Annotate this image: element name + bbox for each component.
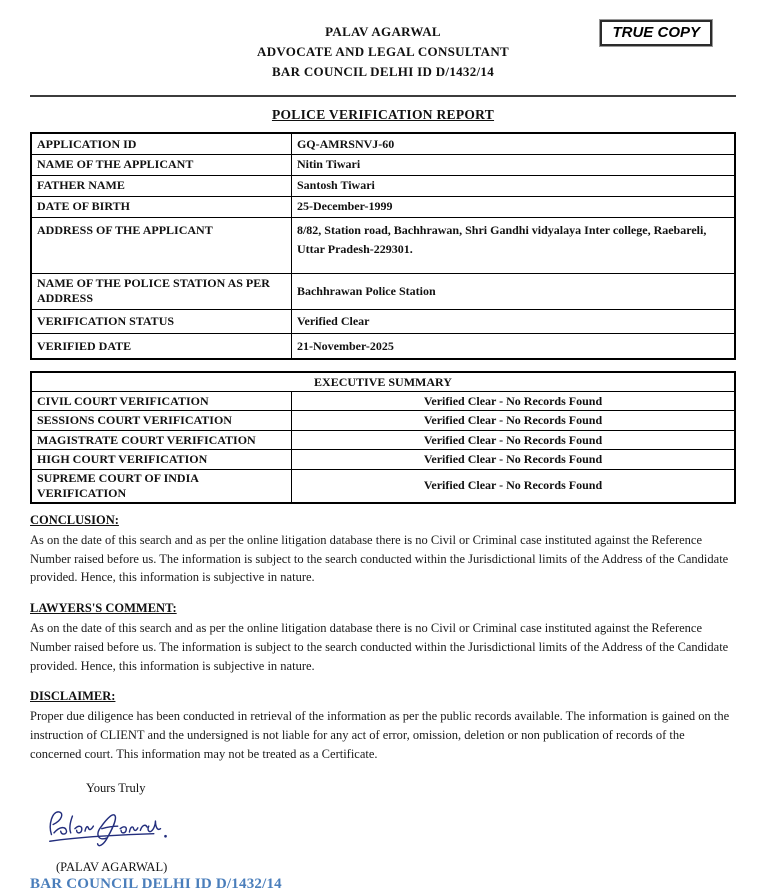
- signature-dot: [164, 835, 167, 838]
- bar-council-id-footer: BAR COUNCIL DELHI ID D/1432/14: [30, 875, 282, 892]
- detail-label: NAME OF THE APPLICANT: [31, 154, 291, 175]
- verification-result: Verified Clear - No Records Found: [291, 391, 735, 411]
- signature-stroke-first-name: [50, 812, 93, 835]
- table-header-row: [31, 372, 735, 391]
- signature-image: [36, 801, 186, 853]
- detail-label: VERIFIED DATE: [31, 333, 291, 359]
- executive-summary-table: [30, 371, 736, 504]
- detail-value: 25-December-1999: [291, 196, 735, 217]
- disclaimer-section: [30, 689, 736, 763]
- table-row: [31, 196, 735, 217]
- table-row: [31, 469, 735, 503]
- verification-label: MAGISTRATE COURT VERIFICATION: [31, 430, 291, 450]
- table-row: [31, 450, 735, 470]
- detail-value: Nitin Tiwari: [291, 154, 735, 175]
- table-row: [31, 391, 735, 411]
- closing-text: Yours Truly: [86, 780, 146, 795]
- conclusion-heading: CONCLUSION:: [30, 512, 119, 527]
- advocate-designation: ADVOCATE AND LEGAL CONSULTANT: [257, 44, 509, 60]
- table-row: [31, 309, 735, 333]
- table-row: [31, 273, 735, 309]
- verification-result: Verified Clear - No Records Found: [291, 469, 735, 503]
- page-title: POLICE VERIFICATION REPORT: [271, 107, 495, 123]
- verification-result: Verified Clear - No Records Found: [291, 430, 735, 450]
- detail-label: ADDRESS OF THE APPLICANT: [31, 217, 291, 273]
- header-divider: [30, 95, 736, 97]
- disclaimer-body: Proper due diligence has been conducted in retrieval of the information as per the public records available. The information is gained on the instruction of CLIENT and the undersigned is not liable for any act of error, omission, deletion or non publication of records of the concerned court. This information may not be treated as a Certificate.: [30, 709, 730, 761]
- executive-summary-title: EXECUTIVE SUMMARY: [31, 372, 735, 391]
- detail-value: Santosh Tiwari: [291, 175, 735, 196]
- conclusion-section: [30, 513, 736, 587]
- table-row: [31, 175, 735, 196]
- signer-name: (PALAV AGARWAL): [56, 859, 168, 874]
- detail-value: Bachhrawan Police Station: [291, 273, 735, 309]
- detail-label: NAME OF THE POLICE STATION AS PER ADDRESS: [31, 273, 291, 309]
- table-row: [31, 411, 735, 431]
- applicant-details-table: [30, 132, 736, 360]
- verification-label: CIVIL COURT VERIFICATION: [31, 391, 291, 411]
- detail-label: FATHER NAME: [31, 175, 291, 196]
- disclaimer-heading: DISCLAIMER:: [30, 689, 116, 704]
- table-row: [31, 133, 735, 154]
- true-copy-stamp: TRUE COPY: [600, 20, 712, 46]
- verification-label: HIGH COURT VERIFICATION: [31, 450, 291, 470]
- verification-label: SESSIONS COURT VERIFICATION: [31, 411, 291, 431]
- bar-council-id-header: BAR COUNCIL DELHI ID D/1432/14: [271, 64, 495, 80]
- detail-value: 8/82, Station road, Bachhrawan, Shri Gandhi vidyalaya Inter college, Raebareli, Uttar Pradesh-229301.: [291, 217, 735, 273]
- detail-value: 21-November-2025: [291, 333, 735, 359]
- table-row: [31, 154, 735, 175]
- table-row: [31, 430, 735, 450]
- detail-label: VERIFICATION STATUS: [31, 309, 291, 333]
- lawyers-comment-section: [30, 601, 736, 675]
- detail-label: DATE OF BIRTH: [31, 196, 291, 217]
- table-row: [31, 333, 735, 359]
- signature-underline: [50, 833, 154, 841]
- signature-stroke-last-name: [98, 814, 161, 845]
- table-row: [31, 217, 735, 273]
- detail-value: Verified Clear: [291, 309, 735, 333]
- lawyers-comment-body: As on the date of this search and as per the online litigation database there is no Civil or Criminal case instituted against the Reference Number raised before us. The information is subject to the search conducted within the Jurisdictional limits of the Address of the Candidate provided. Hence, this information is subjective in nature.: [30, 621, 729, 673]
- detail-label: APPLICATION ID: [31, 133, 291, 154]
- verification-label: SUPREME COURT OF INDIA VERIFICATION: [31, 469, 291, 503]
- verification-result: Verified Clear - No Records Found: [291, 450, 735, 470]
- lawyers-comment-heading: LAWYERS'S COMMENT:: [30, 601, 177, 616]
- advocate-name: PALAV AGARWAL: [325, 24, 441, 39]
- conclusion-body: As on the date of this search and as per the online litigation database there is no Civil or Criminal case instituted against the Reference Number raised before us. The information is subject to the search conducted within the Jurisdictional limits of the Address of the Candidate provided. Hence, this information is subjective in nature.: [30, 532, 729, 585]
- detail-value: GQ-AMRSNVJ-60: [291, 133, 735, 154]
- verification-result: Verified Clear - No Records Found: [291, 411, 735, 431]
